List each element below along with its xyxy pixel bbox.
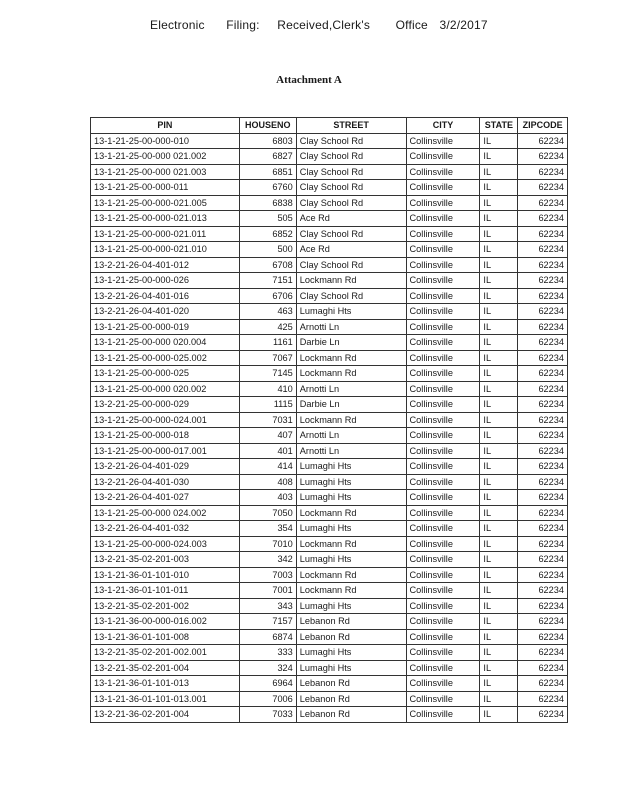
cell-zipcode: 62234 xyxy=(518,242,568,258)
cell-city: Collinsville xyxy=(406,443,480,459)
cell-state: IL xyxy=(480,490,518,506)
table-row xyxy=(91,691,568,707)
cell-houseno: 408 xyxy=(239,474,296,490)
cell-street: Clay School Rd xyxy=(296,164,406,180)
cell-pin: 13-1-21-25-00-000-026 xyxy=(91,273,240,289)
table-row xyxy=(91,614,568,630)
cell-zipcode: 62234 xyxy=(518,567,568,583)
cell-houseno: 7157 xyxy=(239,614,296,630)
table-row xyxy=(91,660,568,676)
cell-houseno: 6852 xyxy=(239,226,296,242)
cell-zipcode: 62234 xyxy=(518,195,568,211)
cell-zipcode: 62234 xyxy=(518,428,568,444)
table-row xyxy=(91,490,568,506)
cell-street: Clay School Rd xyxy=(296,288,406,304)
cell-street: Clay School Rd xyxy=(296,195,406,211)
cell-street: Ace Rd xyxy=(296,242,406,258)
cell-houseno: 7003 xyxy=(239,567,296,583)
cell-pin: 13-1-21-25-00-000 020.004 xyxy=(91,335,240,351)
cell-pin: 13-1-21-25-00-000-021.011 xyxy=(91,226,240,242)
cell-street: Lockmann Rd xyxy=(296,350,406,366)
cell-houseno: 333 xyxy=(239,645,296,661)
cell-state: IL xyxy=(480,660,518,676)
cell-zipcode: 62234 xyxy=(518,614,568,630)
cell-zipcode: 62234 xyxy=(518,691,568,707)
table-row xyxy=(91,707,568,723)
cell-houseno: 6838 xyxy=(239,195,296,211)
cell-city: Collinsville xyxy=(406,707,480,723)
column-header-street: STREET xyxy=(296,118,406,134)
cell-city: Collinsville xyxy=(406,226,480,242)
cell-pin: 13-2-21-26-04-401-020 xyxy=(91,304,240,320)
cell-street: Darbie Ln xyxy=(296,397,406,413)
cell-zipcode: 62234 xyxy=(518,552,568,568)
cell-state: IL xyxy=(480,536,518,552)
cell-houseno: 6964 xyxy=(239,676,296,692)
parcel-table xyxy=(90,117,568,723)
table-row xyxy=(91,211,568,227)
cell-zipcode: 62234 xyxy=(518,149,568,165)
cell-houseno: 414 xyxy=(239,459,296,475)
cell-pin: 13-1-21-25-00-000 020.002 xyxy=(91,381,240,397)
cell-street: Clay School Rd xyxy=(296,180,406,196)
filing-stamp-date: 3/2/2017 xyxy=(439,18,488,32)
cell-pin: 13-1-21-25-00-000-021.010 xyxy=(91,242,240,258)
cell-houseno: 401 xyxy=(239,443,296,459)
cell-pin: 13-1-21-25-00-000-025.002 xyxy=(91,350,240,366)
cell-state: IL xyxy=(480,350,518,366)
cell-state: IL xyxy=(480,180,518,196)
cell-zipcode: 62234 xyxy=(518,133,568,149)
table-row xyxy=(91,536,568,552)
page-title: Attachment A xyxy=(276,74,342,86)
cell-houseno: 324 xyxy=(239,660,296,676)
cell-pin: 13-1-21-25-00-000-024.003 xyxy=(91,536,240,552)
cell-street: Clay School Rd xyxy=(296,226,406,242)
table-row xyxy=(91,164,568,180)
cell-zipcode: 62234 xyxy=(518,474,568,490)
cell-city: Collinsville xyxy=(406,552,480,568)
cell-city: Collinsville xyxy=(406,660,480,676)
cell-zipcode: 62234 xyxy=(518,676,568,692)
cell-zipcode: 62234 xyxy=(518,350,568,366)
cell-state: IL xyxy=(480,676,518,692)
cell-city: Collinsville xyxy=(406,304,480,320)
cell-city: Collinsville xyxy=(406,257,480,273)
table-row xyxy=(91,521,568,537)
cell-houseno: 407 xyxy=(239,428,296,444)
cell-city: Collinsville xyxy=(406,521,480,537)
cell-state: IL xyxy=(480,505,518,521)
cell-state: IL xyxy=(480,195,518,211)
cell-street: Lumaghi Hts xyxy=(296,490,406,506)
cell-city: Collinsville xyxy=(406,366,480,382)
cell-houseno: 425 xyxy=(239,319,296,335)
table-row xyxy=(91,335,568,351)
cell-street: Arnotti Ln xyxy=(296,443,406,459)
cell-houseno: 342 xyxy=(239,552,296,568)
cell-pin: 13-1-21-36-01-101-008 xyxy=(91,629,240,645)
cell-state: IL xyxy=(480,645,518,661)
cell-street: Darbie Ln xyxy=(296,335,406,351)
cell-pin: 13-2-21-26-04-401-027 xyxy=(91,490,240,506)
cell-state: IL xyxy=(480,552,518,568)
cell-houseno: 7006 xyxy=(239,691,296,707)
cell-houseno: 6827 xyxy=(239,149,296,165)
cell-street: Clay School Rd xyxy=(296,133,406,149)
table-row xyxy=(91,474,568,490)
cell-street: Lumaghi Hts xyxy=(296,304,406,320)
cell-street: Lumaghi Hts xyxy=(296,598,406,614)
cell-city: Collinsville xyxy=(406,474,480,490)
cell-pin: 13-1-21-25-00-000-011 xyxy=(91,180,240,196)
cell-pin: 13-1-21-25-00-000 021.003 xyxy=(91,164,240,180)
table-row xyxy=(91,257,568,273)
cell-city: Collinsville xyxy=(406,645,480,661)
column-header-pin: PIN xyxy=(91,118,240,134)
cell-city: Collinsville xyxy=(406,536,480,552)
table-row xyxy=(91,242,568,258)
cell-houseno: 6803 xyxy=(239,133,296,149)
cell-pin: 13-1-21-25-00-000-010 xyxy=(91,133,240,149)
cell-pin: 13-1-21-25-00-000 021.002 xyxy=(91,149,240,165)
table-row xyxy=(91,552,568,568)
table-body xyxy=(91,133,568,722)
cell-zipcode: 62234 xyxy=(518,304,568,320)
cell-zipcode: 62234 xyxy=(518,257,568,273)
cell-pin: 13-1-21-36-01-101-011 xyxy=(91,583,240,599)
cell-houseno: 7001 xyxy=(239,583,296,599)
cell-street: Lumaghi Hts xyxy=(296,645,406,661)
cell-zipcode: 62234 xyxy=(518,273,568,289)
table-row xyxy=(91,366,568,382)
cell-street: Lumaghi Hts xyxy=(296,660,406,676)
cell-zipcode: 62234 xyxy=(518,629,568,645)
cell-pin: 13-1-21-25-00-000-025 xyxy=(91,366,240,382)
cell-pin: 13-2-21-36-02-201-004 xyxy=(91,707,240,723)
cell-street: Arnotti Ln xyxy=(296,428,406,444)
cell-zipcode: 62234 xyxy=(518,335,568,351)
cell-houseno: 505 xyxy=(239,211,296,227)
filing-stamp-filing: Filing: xyxy=(226,18,260,32)
cell-pin: 13-2-21-35-02-201-004 xyxy=(91,660,240,676)
cell-houseno: 6708 xyxy=(239,257,296,273)
cell-state: IL xyxy=(480,629,518,645)
cell-state: IL xyxy=(480,428,518,444)
cell-zipcode: 62234 xyxy=(518,381,568,397)
column-header-state: STATE xyxy=(480,118,518,134)
table-row xyxy=(91,304,568,320)
cell-city: Collinsville xyxy=(406,164,480,180)
cell-pin: 13-2-21-26-04-401-030 xyxy=(91,474,240,490)
cell-zipcode: 62234 xyxy=(518,412,568,428)
table-row xyxy=(91,412,568,428)
cell-zipcode: 62234 xyxy=(518,583,568,599)
cell-street: Lockmann Rd xyxy=(296,273,406,289)
cell-pin: 13-1-21-36-01-101-013 xyxy=(91,676,240,692)
cell-state: IL xyxy=(480,614,518,630)
cell-street: Lebanon Rd xyxy=(296,614,406,630)
cell-state: IL xyxy=(480,397,518,413)
table-row xyxy=(91,443,568,459)
cell-houseno: 343 xyxy=(239,598,296,614)
cell-zipcode: 62234 xyxy=(518,459,568,475)
cell-street: Lockmann Rd xyxy=(296,567,406,583)
cell-state: IL xyxy=(480,381,518,397)
filing-stamp-office: Office xyxy=(395,18,428,32)
cell-houseno: 7067 xyxy=(239,350,296,366)
cell-zipcode: 62234 xyxy=(518,598,568,614)
cell-state: IL xyxy=(480,211,518,227)
cell-city: Collinsville xyxy=(406,195,480,211)
cell-houseno: 7151 xyxy=(239,273,296,289)
cell-zipcode: 62234 xyxy=(518,211,568,227)
cell-houseno: 463 xyxy=(239,304,296,320)
cell-street: Clay School Rd xyxy=(296,257,406,273)
cell-street: Lumaghi Hts xyxy=(296,459,406,475)
cell-pin: 13-2-21-35-02-201-002 xyxy=(91,598,240,614)
column-header-zipcode: ZIPCODE xyxy=(518,118,568,134)
cell-state: IL xyxy=(480,273,518,289)
cell-street: Lockmann Rd xyxy=(296,583,406,599)
cell-pin: 13-2-21-26-04-401-032 xyxy=(91,521,240,537)
table-row xyxy=(91,645,568,661)
cell-state: IL xyxy=(480,412,518,428)
filing-stamp-electronic: Electronic xyxy=(150,18,205,32)
cell-houseno: 7050 xyxy=(239,505,296,521)
cell-street: Lockmann Rd xyxy=(296,505,406,521)
cell-street: Ace Rd xyxy=(296,211,406,227)
filing-stamp-received: Received,Clerk's xyxy=(277,18,371,32)
table-row xyxy=(91,273,568,289)
cell-city: Collinsville xyxy=(406,629,480,645)
cell-houseno: 7010 xyxy=(239,536,296,552)
cell-pin: 13-2-21-35-02-201-002.001 xyxy=(91,645,240,661)
cell-city: Collinsville xyxy=(406,676,480,692)
column-header-houseno: HOUSENO xyxy=(239,118,296,134)
cell-state: IL xyxy=(480,242,518,258)
cell-pin: 13-1-21-25-00-000-021.005 xyxy=(91,195,240,211)
cell-houseno: 7031 xyxy=(239,412,296,428)
cell-pin: 13-1-21-36-01-101-013.001 xyxy=(91,691,240,707)
table-row xyxy=(91,381,568,397)
cell-street: Lumaghi Hts xyxy=(296,552,406,568)
cell-pin: 13-1-21-25-00-000-017.001 xyxy=(91,443,240,459)
cell-state: IL xyxy=(480,304,518,320)
cell-zipcode: 62234 xyxy=(518,645,568,661)
cell-state: IL xyxy=(480,335,518,351)
cell-state: IL xyxy=(480,474,518,490)
cell-city: Collinsville xyxy=(406,211,480,227)
cell-city: Collinsville xyxy=(406,149,480,165)
table-row xyxy=(91,180,568,196)
cell-street: Lumaghi Hts xyxy=(296,474,406,490)
cell-street: Arnotti Ln xyxy=(296,319,406,335)
cell-zipcode: 62234 xyxy=(518,443,568,459)
cell-street: Lockmann Rd xyxy=(296,536,406,552)
cell-state: IL xyxy=(480,583,518,599)
cell-pin: 13-2-21-35-02-201-003 xyxy=(91,552,240,568)
table-header-row xyxy=(91,118,568,134)
table-row xyxy=(91,319,568,335)
cell-state: IL xyxy=(480,149,518,165)
table-row xyxy=(91,149,568,165)
cell-houseno: 403 xyxy=(239,490,296,506)
cell-houseno: 7033 xyxy=(239,707,296,723)
cell-zipcode: 62234 xyxy=(518,397,568,413)
cell-zipcode: 62234 xyxy=(518,319,568,335)
cell-street: Lebanon Rd xyxy=(296,707,406,723)
table-row xyxy=(91,397,568,413)
cell-zipcode: 62234 xyxy=(518,366,568,382)
cell-street: Lockmann Rd xyxy=(296,412,406,428)
cell-houseno: 6851 xyxy=(239,164,296,180)
cell-state: IL xyxy=(480,226,518,242)
cell-state: IL xyxy=(480,319,518,335)
cell-state: IL xyxy=(480,133,518,149)
cell-state: IL xyxy=(480,366,518,382)
cell-state: IL xyxy=(480,598,518,614)
cell-city: Collinsville xyxy=(406,397,480,413)
cell-zipcode: 62234 xyxy=(518,505,568,521)
cell-houseno: 500 xyxy=(239,242,296,258)
table-row xyxy=(91,567,568,583)
table-row xyxy=(91,598,568,614)
cell-city: Collinsville xyxy=(406,505,480,521)
cell-zipcode: 62234 xyxy=(518,288,568,304)
table-row xyxy=(91,195,568,211)
column-header-city: CITY xyxy=(406,118,480,134)
table-row xyxy=(91,226,568,242)
table-row xyxy=(91,459,568,475)
cell-state: IL xyxy=(480,257,518,273)
table-row xyxy=(91,629,568,645)
cell-pin: 13-2-21-26-04-401-029 xyxy=(91,459,240,475)
cell-zipcode: 62234 xyxy=(518,226,568,242)
cell-houseno: 6874 xyxy=(239,629,296,645)
cell-zipcode: 62234 xyxy=(518,180,568,196)
cell-pin: 13-1-21-25-00-000-024.001 xyxy=(91,412,240,428)
table-row xyxy=(91,583,568,599)
cell-state: IL xyxy=(480,567,518,583)
cell-city: Collinsville xyxy=(406,242,480,258)
cell-city: Collinsville xyxy=(406,583,480,599)
cell-street: Clay School Rd xyxy=(296,149,406,165)
cell-houseno: 354 xyxy=(239,521,296,537)
cell-pin: 13-1-21-36-00-000-016.002 xyxy=(91,614,240,630)
cell-zipcode: 62234 xyxy=(518,164,568,180)
cell-street: Lebanon Rd xyxy=(296,676,406,692)
cell-street: Lockmann Rd xyxy=(296,366,406,382)
cell-city: Collinsville xyxy=(406,133,480,149)
cell-pin: 13-1-21-25-00-000-019 xyxy=(91,319,240,335)
cell-state: IL xyxy=(480,164,518,180)
cell-pin: 13-1-21-36-01-101-010 xyxy=(91,567,240,583)
cell-houseno: 6760 xyxy=(239,180,296,196)
cell-pin: 13-1-21-25-00-000-018 xyxy=(91,428,240,444)
cell-city: Collinsville xyxy=(406,567,480,583)
cell-zipcode: 62234 xyxy=(518,536,568,552)
cell-state: IL xyxy=(480,443,518,459)
cell-street: Arnotti Ln xyxy=(296,381,406,397)
electronic-filing-stamp xyxy=(150,18,488,32)
table-row xyxy=(91,676,568,692)
table-row xyxy=(91,350,568,366)
cell-pin: 13-2-21-25-00-000-029 xyxy=(91,397,240,413)
cell-houseno: 6706 xyxy=(239,288,296,304)
cell-state: IL xyxy=(480,521,518,537)
cell-city: Collinsville xyxy=(406,691,480,707)
cell-pin: 13-1-21-25-00-000-021.013 xyxy=(91,211,240,227)
table-row xyxy=(91,133,568,149)
cell-city: Collinsville xyxy=(406,350,480,366)
cell-city: Collinsville xyxy=(406,459,480,475)
cell-city: Collinsville xyxy=(406,335,480,351)
cell-zipcode: 62234 xyxy=(518,660,568,676)
cell-city: Collinsville xyxy=(406,412,480,428)
cell-city: Collinsville xyxy=(406,381,480,397)
cell-houseno: 1115 xyxy=(239,397,296,413)
cell-street: Lumaghi Hts xyxy=(296,521,406,537)
cell-pin: 13-2-21-26-04-401-016 xyxy=(91,288,240,304)
cell-state: IL xyxy=(480,459,518,475)
cell-houseno: 1161 xyxy=(239,335,296,351)
cell-city: Collinsville xyxy=(406,273,480,289)
cell-city: Collinsville xyxy=(406,598,480,614)
cell-city: Collinsville xyxy=(406,319,480,335)
cell-city: Collinsville xyxy=(406,490,480,506)
cell-houseno: 410 xyxy=(239,381,296,397)
table-row xyxy=(91,505,568,521)
table-row xyxy=(91,288,568,304)
cell-city: Collinsville xyxy=(406,288,480,304)
cell-zipcode: 62234 xyxy=(518,707,568,723)
cell-state: IL xyxy=(480,707,518,723)
cell-pin: 13-2-21-26-04-401-012 xyxy=(91,257,240,273)
cell-houseno: 7145 xyxy=(239,366,296,382)
cell-street: Lebanon Rd xyxy=(296,629,406,645)
cell-state: IL xyxy=(480,288,518,304)
cell-street: Lebanon Rd xyxy=(296,691,406,707)
table-row xyxy=(91,428,568,444)
cell-zipcode: 62234 xyxy=(518,521,568,537)
cell-zipcode: 62234 xyxy=(518,490,568,506)
cell-pin: 13-1-21-25-00-000 024.002 xyxy=(91,505,240,521)
cell-city: Collinsville xyxy=(406,180,480,196)
cell-city: Collinsville xyxy=(406,614,480,630)
cell-city: Collinsville xyxy=(406,428,480,444)
cell-state: IL xyxy=(480,691,518,707)
